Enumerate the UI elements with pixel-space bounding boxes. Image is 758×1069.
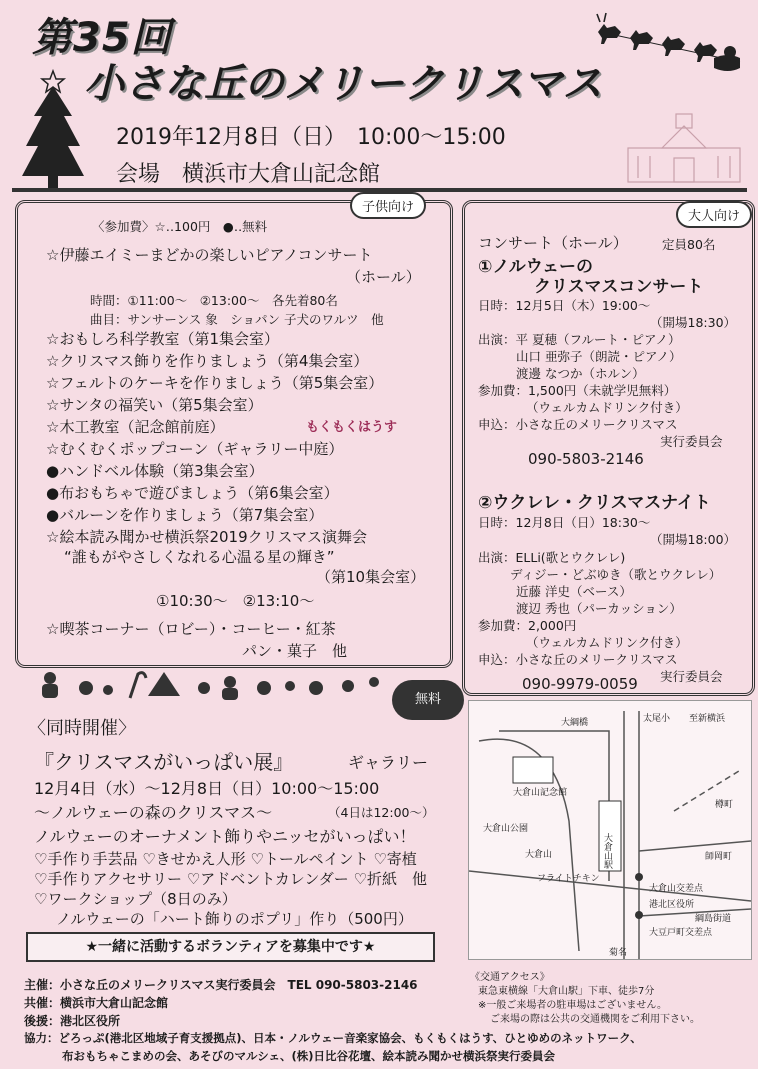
c2-line-9: 実行委員会	[660, 669, 723, 684]
kids-line-15: （第10集会室）	[316, 568, 426, 586]
c1-line-4: 渡邊 なつか（ホルン）	[516, 366, 645, 381]
free-tag	[392, 680, 464, 720]
event-date-time: 2019年12月8日（日） 10:00〜15:00	[116, 125, 506, 150]
kids-line-0: ☆伊藤エイミーまどかの楽しいピアノコンサート	[46, 246, 373, 264]
exhibit-desc: ノルウェーのオーナメント飾りやニッセがいっぱい！	[34, 827, 416, 846]
access-map	[468, 700, 752, 960]
map-label-10: 大倉山	[525, 850, 553, 860]
kids-line-4: ☆おもしろ科学教室（第1集会室）	[46, 330, 279, 348]
map-label-8: 師岡町	[705, 852, 733, 862]
c2-phone: 090-9979-0059	[522, 675, 638, 693]
exhibit-title: 『クリスマスがいっぱい展』	[34, 750, 294, 774]
kids-line-1: （ホール）	[346, 268, 421, 286]
map-label-1: 大倉山記念館	[513, 788, 568, 798]
concert-section-title: コンサート（ホール）	[478, 234, 628, 252]
kids-line-18: パン・菓子 他	[242, 642, 348, 660]
simultaneous-heading: 〈同時開催〉	[28, 718, 136, 739]
volunteer-banner	[26, 932, 435, 962]
map-label-14: 至新横浜	[689, 714, 726, 724]
map-label-6: 港北区役所	[649, 900, 695, 910]
adults-tag: 大人向け	[676, 201, 752, 228]
map-label-9: 樽町	[715, 800, 734, 810]
event-venue: 会場 横浜市大倉山記念館	[116, 162, 381, 187]
access-line-3: ご来場の際は公共の交通機関をご利用下さい。	[490, 1014, 700, 1025]
exhibit-subnote: （4日は12:00〜）	[328, 805, 435, 820]
kids-tag: 子供向け	[350, 192, 426, 219]
kids-line-9: ☆むくむくポップコーン（ギャラリー中庭）	[46, 440, 344, 458]
access-line-1: 東急東横線「大倉山駅」下車、徒歩7分	[478, 986, 655, 997]
c1-line-3: 山口 亜弥子（朗読・ピアノ）	[516, 349, 682, 364]
kids-line-13: ☆絵本読み聞かせ横浜祭2019クリスマス演舞会	[46, 528, 368, 546]
sleigh-reindeer-icon	[590, 4, 750, 84]
event-title: 小さな丘のメリークリスマス	[84, 61, 603, 107]
c1-line-7: 申込：小さな丘のメリークリスマス	[478, 417, 678, 432]
map-label-0: 大綱橋	[561, 718, 589, 728]
kids-line-5: ☆クリスマス飾りを作りましょう（第4集会室）	[46, 352, 369, 370]
exhibit-items-1: ♡手作り手芸品 ♡きせかえ人形 ♡トールペイント ♡寄植	[34, 850, 417, 868]
exhibit-workshop: ♡ワークショップ（8日のみ）	[34, 890, 237, 908]
c2-line-5: 渡辺 秀也（パーカッション）	[516, 601, 682, 616]
concert-capacity: 定員80名	[662, 237, 716, 252]
exhibit-place: ギャラリー	[348, 753, 429, 772]
map-label-7: 綱島街道	[695, 914, 732, 924]
concert2-title: ②ウクレレ・クリスマスナイト	[478, 493, 711, 513]
concert1-title-a: ①ノルウェーの	[478, 257, 594, 277]
c1-line-0: 日時：12月5日（木）19:00〜	[478, 298, 651, 313]
concert1-title-b: クリスマスコンサート	[534, 277, 704, 297]
map-label-4: 太尾小	[643, 714, 671, 724]
c1-line-6: （ウェルカムドリンク付き）	[526, 400, 688, 415]
support: 後援：港北区役所	[24, 1014, 121, 1028]
kids-fee-legend: 〈参加費〉☆‥100円 ●‥無料	[92, 219, 268, 234]
c2-line-8: 申込：小さな丘のメリークリスマス	[478, 652, 678, 667]
map-label-12: 大豆戸町交差点	[649, 928, 713, 938]
map-label-11: フライトチキン	[537, 874, 600, 884]
map-label-5: 大倉山交差点	[649, 884, 704, 894]
kids-line-7: ☆サンタの福笑い（第5集会室）	[46, 396, 263, 414]
kids-stamp: もくもくはうす	[306, 420, 398, 435]
kids-line-17: ☆喫茶コーナー（ロビー）・コーヒー・紅茶	[46, 620, 336, 638]
kids-line-3: 曲目：サンサーンス 象 ショパン 子犬のワルツ 他	[90, 312, 384, 327]
c2-line-2: 出演：ELLi(歌とウクレレ)	[478, 550, 626, 565]
cohost: 共催：横浜市大倉山記念館	[24, 996, 169, 1010]
c2-line-3: ディジー・どぶゆき（歌とウクレレ）	[510, 567, 722, 582]
map-label-13: 菊名	[609, 948, 628, 958]
c1-line-5: 参加費：1,500円（未就学児無料）	[478, 383, 677, 398]
cooperation-line-1: 協力：どろっぷ(港北区地域子育支援拠点)、日本・ノルウェー音楽家協会、もくもくはうす、ひとゆめのネットワーク、	[24, 1031, 642, 1045]
c2-line-7: （ウェルカムドリンク付き）	[526, 635, 688, 650]
edition-title: 第35回	[32, 15, 172, 61]
access-line-2: ※一般ご来場者の駐車場はございません。	[478, 1000, 667, 1011]
building-icon	[618, 108, 750, 186]
kids-line-11: ●布おもちゃで遊びましょう（第6集会室）	[46, 484, 339, 502]
kids-line-12: ●バルーンを作りましょう（第7集会室）	[46, 506, 324, 524]
exhibit-items-2: ♡手作りアクセサリー ♡アドベントカレンダー ♡折紙 他	[34, 870, 428, 888]
kids-line-16: ①10:30〜 ②13:10〜	[156, 592, 315, 610]
kids-line-14: “誰もがやさしくなれる心温る星の輝き”	[64, 548, 335, 566]
christmas-tree-icon	[20, 68, 86, 190]
access-title: 《交通アクセス》	[470, 972, 550, 983]
map-label-3: 大倉山駅	[602, 833, 612, 869]
exhibit-dates: 12月4日（水）〜12月8日（日）10:00〜15:00	[34, 779, 380, 798]
volunteer-text: ★一緒に活動するボランティアを募集中です★	[85, 939, 376, 955]
exhibit-workshop-detail: ノルウェーの「ハート飾りのポプリ」作り（500円）	[56, 910, 413, 928]
c1-phone: 090-5803-2146	[528, 450, 644, 468]
c1-line-8: 実行委員会	[660, 434, 723, 449]
c2-line-1: （開場18:00）	[650, 532, 737, 547]
c2-line-0: 日時：12月8日（日）18:30〜	[478, 515, 651, 530]
organizer: 主催：小さな丘のメリークリスマス実行委員会 TEL 090-5803-2146	[24, 978, 418, 992]
kids-line-2: 時間：①11:00〜 ②13:00〜 各先着80名	[90, 293, 338, 308]
c1-line-2: 出演：平 夏穂（フルート・ピアノ）	[478, 332, 681, 347]
exhibit-subtitle: 〜ノルウェーの森のクリスマス〜	[34, 803, 273, 822]
kids-line-8: ☆木工教室（記念館前庭）	[46, 418, 225, 436]
cooperation-line-2: 布おもちゃこまめの会、あそびのマルシェ、(株)日比谷花壇、絵本読み聞かせ横浜祭実行委員会	[62, 1049, 555, 1063]
kids-line-6: ☆フェルトのケーキを作りましょう（第5集会室）	[46, 374, 384, 392]
map-label-2: 大倉山公園	[483, 824, 529, 834]
free-tag-label: 無料	[414, 692, 441, 707]
ornament-row-icon	[34, 668, 394, 702]
c2-line-6: 参加費：2,000円	[478, 618, 577, 633]
c1-line-1: （開場18:30）	[650, 315, 737, 330]
kids-line-10: ●ハンドベル体験（第3集会室）	[46, 462, 264, 480]
c2-line-4: 近藤 洋史（ベース）	[516, 584, 632, 599]
